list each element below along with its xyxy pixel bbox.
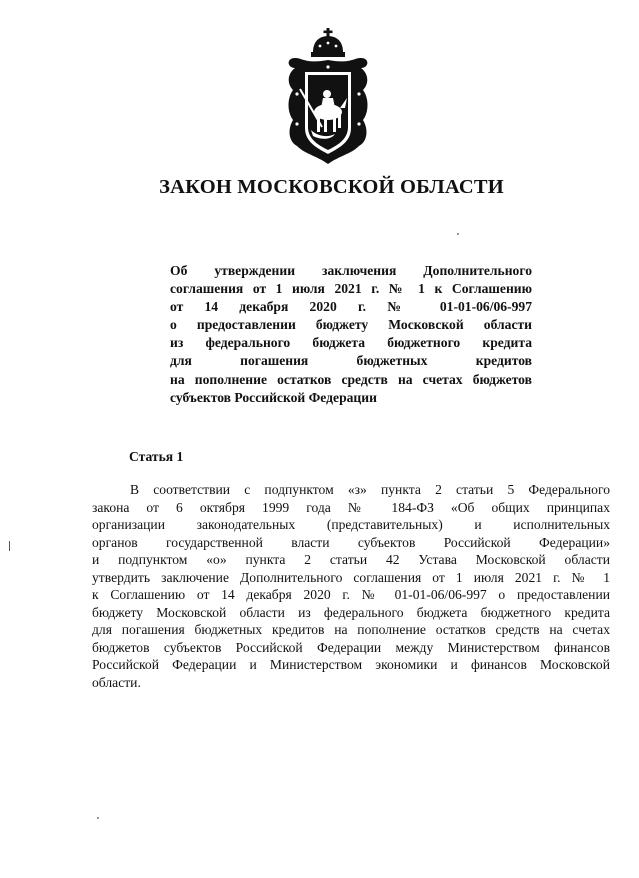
scan-speck <box>457 233 459 235</box>
article-line: утвердить заключение Дополнительного соглашения от 1 июля 2021 г. № 1 <box>92 569 610 585</box>
article-heading: Статья 1 <box>129 449 184 464</box>
subject-line: соглашения от 1 июля 2021 г. № 1 к Соглашению <box>170 281 532 297</box>
article-line: бюджету Московской области из федерального бюджета бюджетного кредита <box>92 604 610 620</box>
scan-speck <box>97 817 99 819</box>
subject-line: из федерального бюджета бюджетного кредита <box>170 335 532 351</box>
article-line: области. <box>92 674 141 690</box>
law-subject <box>170 262 532 407</box>
subject-line: от 14 декабря 2020 г. № 01-01-06/06-997 <box>170 299 532 315</box>
subject-line: Об утверждении заключения Дополнительного <box>170 263 532 278</box>
article-line: к Соглашению от 14 декабря 2020 г. № 01-01-06/06-997 о предоставлении <box>92 587 610 602</box>
article-line: органов государственной власти субъектов Российской Федерации» <box>92 534 610 550</box>
article-line: Российской Федерации и Министерством экономики и финансов Московской <box>92 657 610 672</box>
article-line: для погашения бюджетных кредитов на пополнение остатков средств на счетах <box>92 622 610 637</box>
article-line: В соответствии с подпунктом «з» пункта 2 статьи 5 Федерального <box>130 482 610 497</box>
article-body <box>92 481 610 691</box>
article-line: и подпунктом «о» пункта 2 статьи 42 Устава Московской области <box>92 552 610 567</box>
subject-line: на пополнение остатков средств на счетах бюджетов <box>170 371 532 387</box>
law-title: ЗАКОН МОСКОВСКОЙ ОБЛАСТИ <box>159 176 504 198</box>
subject-line: для погашения бюджетных кредитов <box>170 353 532 369</box>
article-line: закона от 6 октября 1999 года № 184-ФЗ «Об общих принципах <box>92 499 610 515</box>
subject-line: о предоставлении бюджету Московской области <box>170 317 532 333</box>
subject-line: субъектов Российской Федерации <box>170 389 377 405</box>
article-line: бюджетов субъектов Российской Федерации между Министерством финансов <box>92 639 610 655</box>
article-line: организации законодательных (представительных) и исполнительных <box>92 517 610 532</box>
coat-of-arms-icon <box>283 28 373 166</box>
scan-margin-mark <box>9 541 10 551</box>
